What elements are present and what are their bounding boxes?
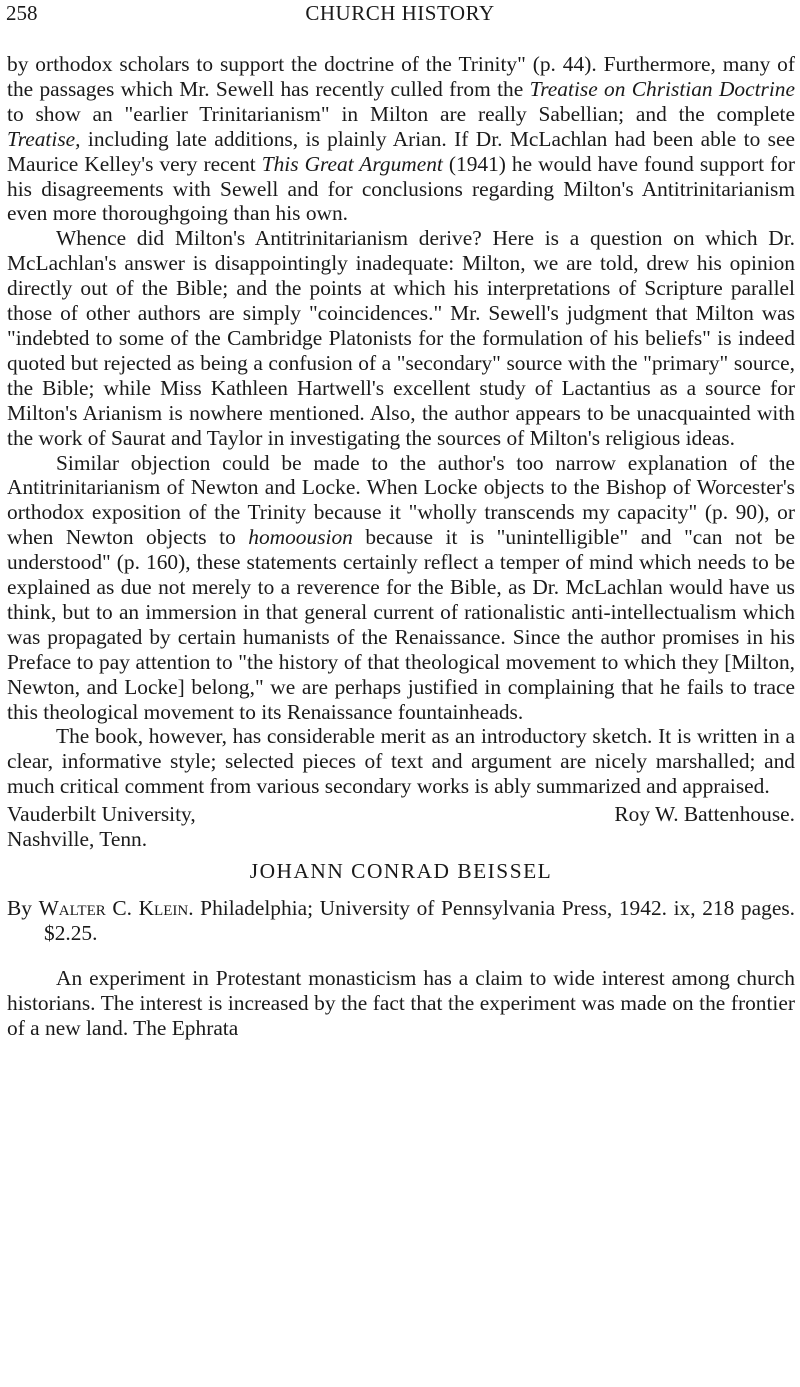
term-italic: homoousion (248, 525, 353, 550)
book-title-italic: This Great Argument (261, 151, 443, 176)
book-title-italic: Treatise on Christian Doctrine (529, 76, 795, 101)
paragraph-book-merit: The book, however, has considerable merit as an introductory sketch. It is written in a clear, informative style; selected pieces of text and argument are nicely marshalled; and much critical comment from various secondary works is ably summarized and appraised. (7, 724, 795, 799)
page-number: 258 (6, 1, 38, 25)
book-title-italic: Treatise, (7, 126, 81, 151)
paragraph-sewell-critique: by orthodox scholars to support the doctrine of the Trinity" (p. 44). Furthermore, many of the passages which Mr. Sewell has recently culled from the Treatise on Christian Doctrine to show an "earlier Trinitarianism" in Milton are really Sabellian; and the complete Treatise, including late additions, is plainly Arian. If Dr. McLachlan had been able to see Maurice Kelley's very recent This Great Argument (1941) he would have found support for his disagreements with Sewell and for conclusions regarding Milton's Antitrinitarianism even more thoroughgoing than his own. (7, 52, 795, 226)
book-author: Walter C. Klein. (38, 896, 194, 921)
reviewer-affiliation: Vauderbilt University, Nashville, Tenn. (7, 802, 196, 852)
paragraph-newton-locke: Similar objection could be made to the author's too narrow explanation of the Antitrinitarianism of Newton and Locke. When Locke objects to the Bishop of Worcester's orthodox exposition of the Trinity because it "wholly transcends my capacity" (p. 90), or when Newton objects to homoousion because it is "unintelligible" and "can not be understood" (p. 160), these statements certainly reflect a temper of mind which needs to be explained as due not merely to a reverence for the Bible, as Dr. McLachlan would have us think, but to an immersion in that general current of rationalistic anti-intellectualism which was propagated by certain humanists of the Renaissance. Since the author promises in his Preface to pay attention to "the history of that theological movement to which they [Milton, Newton, and Locke] belong," we are perhaps justified in complaining that he fails to trace this theological movement to its Renaissance fountainheads. (7, 450, 795, 724)
page-body (7, 52, 795, 1041)
running-title: CHURCH HISTORY (305, 1, 495, 25)
paragraph-milton-sources: Whence did Milton's Antitrinitarianism derive? Here is a question on which Dr. McLachlan's answer is disappointingly inadequate: Milton, we are told, drew his opinion directly out of the Bible; and the points at which his interpretations of Scripture parallel those of other authors are simply "coincidences." Mr. Sewell's judgment that Milton was "indebted to some of the Cambridge Platonists for the formulation of his beliefs" is indeed quoted but rejected as being a confusion of a "secondary" source with the "primary" source, the Bible; while Miss Kathleen Hartwell's excellent study of Lactantius as a source for Milton's Arianism is nowhere mentioned. Also, the author appears to be unacquainted with the work of Saurat and Taylor in investigating the sources of Milton's religious ideas. (7, 226, 795, 450)
reviewer-name: Roy W. Battenhouse. (614, 802, 795, 827)
review-heading: JOHANN CONRAD BEISSEL (249, 859, 553, 884)
page-header (6, 0, 794, 26)
paragraph-review-opening: An experiment in Protestant monasticism has a claim to wide interest among church historians. The interest is increased by the fact that the experiment was made on the frontier of a new land. The Ephrata (7, 966, 795, 1040)
bibliographic-entry: By Walter C. Klein. Philadelphia; University of Pennsylvania Press, 1942. ix, 218 pages. $2.25. (7, 896, 795, 946)
review-signature (7, 802, 795, 852)
